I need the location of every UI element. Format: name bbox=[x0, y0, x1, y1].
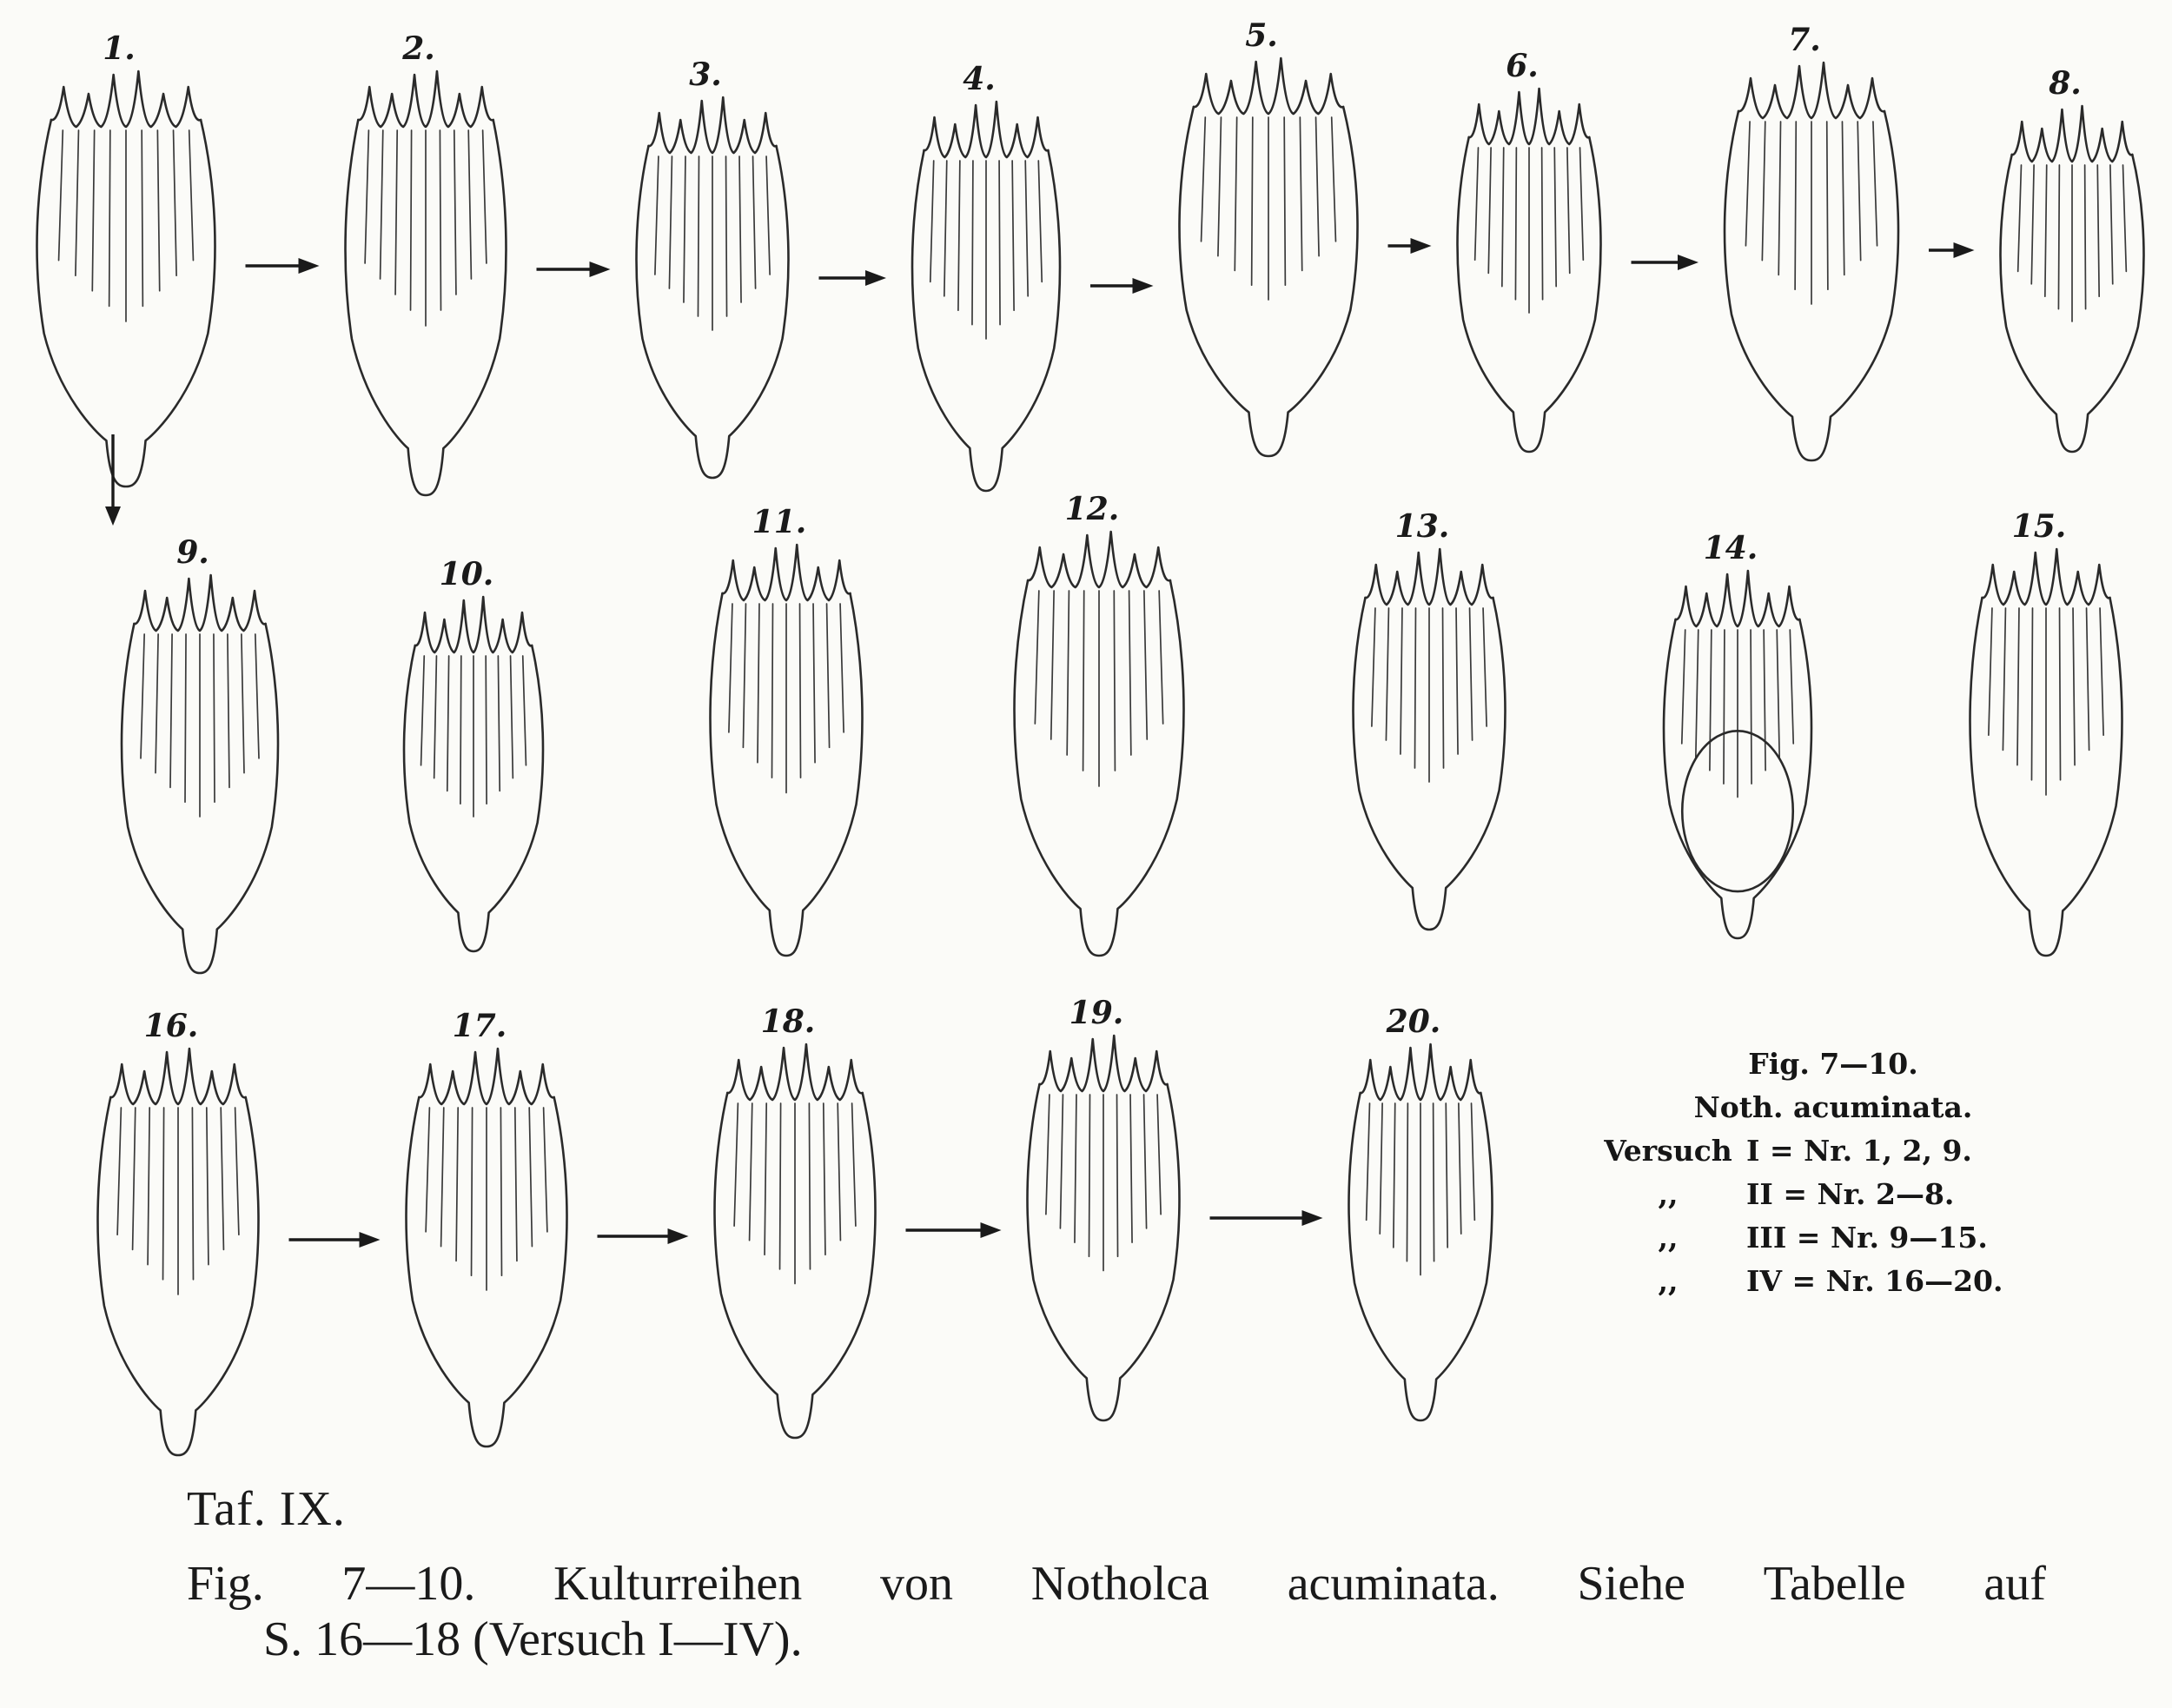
lorica-rib bbox=[930, 161, 934, 281]
legend-row-label: ,, bbox=[1658, 1177, 1679, 1211]
lorica-rib bbox=[1682, 630, 1685, 744]
lorica-rib bbox=[1472, 1103, 1475, 1220]
lorica-rib bbox=[780, 1103, 781, 1269]
specimen-number: 17. bbox=[452, 1008, 507, 1044]
lorica-rib bbox=[468, 130, 471, 279]
lorica-rib bbox=[734, 1103, 738, 1226]
lorica-rib bbox=[76, 130, 79, 275]
lorica-rib bbox=[1117, 1095, 1118, 1256]
lorica-rib bbox=[1446, 1103, 1447, 1248]
lorica-rib bbox=[1710, 630, 1712, 771]
lorica-rib bbox=[529, 1108, 532, 1247]
lorica-rib bbox=[1857, 122, 1860, 261]
lorica-rib bbox=[421, 656, 425, 765]
caption-word: Kulturreihen bbox=[553, 1557, 803, 1611]
lorica-rib bbox=[771, 604, 772, 778]
lorica-rib bbox=[1696, 630, 1699, 757]
lorica-rib bbox=[684, 156, 685, 302]
legend-row-label: ,, bbox=[1658, 1221, 1679, 1255]
lorica-rib bbox=[255, 634, 259, 758]
lorica-rib bbox=[1842, 122, 1844, 275]
lorica-rib bbox=[1502, 148, 1504, 287]
lorica-rib bbox=[1778, 122, 1780, 275]
lorica-rib bbox=[228, 634, 229, 787]
lorica-spines bbox=[419, 1049, 553, 1104]
lorica-rib bbox=[511, 656, 513, 778]
caption-word: Tabelle bbox=[1763, 1557, 1906, 1611]
lorica-rib bbox=[2018, 165, 2022, 271]
lorica-rib bbox=[189, 130, 194, 261]
lorica-rib bbox=[523, 656, 526, 765]
caption-word: von bbox=[879, 1557, 953, 1611]
lorica-rib bbox=[1060, 1095, 1063, 1228]
lorica-rib bbox=[133, 1108, 136, 1249]
lorica-rib bbox=[1762, 122, 1765, 261]
lorica-rib bbox=[109, 130, 110, 306]
specimen-17 bbox=[407, 1008, 567, 1447]
lorica-rib bbox=[411, 130, 412, 310]
lorica-rib bbox=[1567, 148, 1570, 273]
lorica-rib bbox=[141, 634, 144, 758]
specimen-4 bbox=[912, 61, 1060, 491]
lorica-rib bbox=[1542, 148, 1543, 300]
specimen-20 bbox=[1349, 1003, 1493, 1420]
lorica-rib bbox=[669, 156, 672, 288]
lorica-rib bbox=[117, 1108, 121, 1235]
lorica-rib bbox=[2031, 165, 2034, 284]
lorica-rib bbox=[1873, 122, 1877, 246]
lorica-rib bbox=[2100, 608, 2103, 735]
legend-row bbox=[1590, 1129, 2076, 1173]
plate-label: Taf. IX. bbox=[187, 1482, 346, 1536]
lorica-rib bbox=[483, 130, 487, 263]
lorica-rib bbox=[2123, 165, 2127, 271]
specimen-10 bbox=[404, 556, 543, 951]
lorica-rib bbox=[813, 604, 815, 763]
legend-row-label: ,, bbox=[1658, 1264, 1679, 1298]
specimen-number: 10. bbox=[439, 556, 494, 593]
lorica-spines bbox=[1361, 1044, 1481, 1100]
lorica-rib bbox=[958, 161, 960, 310]
lorica-spines bbox=[1040, 1036, 1168, 1091]
lorica-rib bbox=[1386, 608, 1388, 740]
lorica-rib bbox=[1284, 117, 1285, 285]
lorica-rib bbox=[800, 604, 801, 778]
specimen-number: 4. bbox=[963, 61, 996, 97]
lorica-rib bbox=[426, 1108, 429, 1232]
lorica-rib bbox=[1051, 591, 1054, 739]
lorica-rib bbox=[750, 1103, 752, 1241]
lorica-rib bbox=[163, 1108, 164, 1280]
lorica-rib bbox=[148, 1108, 149, 1265]
specimen-3 bbox=[637, 56, 789, 478]
progression-arrow bbox=[819, 270, 887, 286]
lorica-rib bbox=[726, 156, 727, 316]
lorica-rib bbox=[157, 130, 159, 291]
caption-first-line bbox=[187, 1556, 2046, 1612]
lorica-rib bbox=[544, 1108, 547, 1232]
lorica-rib bbox=[1751, 630, 1752, 784]
legend-row bbox=[1590, 1216, 2076, 1260]
lorica-rib bbox=[1475, 148, 1479, 260]
lorica-rib bbox=[1235, 117, 1236, 270]
lorica-rib bbox=[434, 656, 437, 778]
lorica-rib bbox=[1777, 630, 1779, 757]
specimen-number: 19. bbox=[1069, 995, 1124, 1031]
lorica-rib bbox=[1745, 122, 1750, 246]
lorica-rib bbox=[1401, 608, 1402, 754]
lorica-rib bbox=[1764, 630, 1765, 771]
progression-arrow bbox=[598, 1228, 689, 1244]
lorica-rib bbox=[838, 1103, 840, 1241]
lorica-rib bbox=[2003, 608, 2005, 750]
lorica-rib bbox=[1380, 1103, 1382, 1234]
specimen-18 bbox=[715, 1003, 876, 1438]
lorica-rib bbox=[2087, 608, 2089, 750]
lorica-rib bbox=[2058, 165, 2059, 309]
lorica-rib bbox=[2085, 165, 2086, 309]
specimen-2 bbox=[346, 30, 507, 495]
lorica-rib bbox=[1443, 608, 1444, 768]
specimen-number: 9. bbox=[176, 534, 209, 571]
lorica-rib bbox=[2031, 608, 2032, 780]
lorica-rib bbox=[1456, 608, 1458, 754]
specimen-5 bbox=[1180, 17, 1358, 456]
specimen-number: 14. bbox=[1703, 530, 1758, 566]
legend-row-value: III = Nr. 9—15. bbox=[1746, 1221, 1988, 1255]
lorica-rib bbox=[944, 161, 947, 296]
lorica-rib bbox=[758, 604, 759, 763]
lorica-rib bbox=[447, 656, 449, 791]
lorica-rib bbox=[1795, 122, 1796, 289]
specimen-6 bbox=[1458, 48, 1601, 452]
lorica-rib bbox=[1035, 591, 1039, 724]
caption-word: acuminata. bbox=[1287, 1557, 1500, 1611]
lorica-spines bbox=[727, 1044, 862, 1100]
lorica-rib bbox=[365, 130, 368, 263]
specimen-number: 5. bbox=[1245, 17, 1278, 54]
specimen-number: 13. bbox=[1394, 508, 1450, 545]
lorica-rib bbox=[1083, 591, 1084, 771]
lorica-rib bbox=[1218, 117, 1222, 256]
lorica-rib bbox=[235, 1108, 239, 1235]
specimen-1 bbox=[37, 30, 215, 487]
lorica-rib bbox=[1367, 1103, 1370, 1220]
specimen-11 bbox=[711, 504, 863, 956]
lorica-rib bbox=[170, 634, 172, 787]
lorica-rib bbox=[456, 1108, 458, 1261]
caption-word: Notholca bbox=[1030, 1557, 1209, 1611]
specimen-number: 7. bbox=[1788, 22, 1821, 58]
progression-arrow bbox=[289, 1232, 381, 1248]
specimen-number: 12. bbox=[1064, 491, 1120, 527]
lorica-rib bbox=[1394, 1103, 1395, 1248]
lorica-spines bbox=[134, 575, 265, 631]
lorica-rib bbox=[472, 1108, 473, 1275]
lorica-rib bbox=[192, 1108, 193, 1280]
progression-arrow bbox=[1210, 1210, 1323, 1226]
lorica-rib bbox=[827, 604, 830, 747]
lorica-rib bbox=[1144, 1095, 1147, 1228]
lorica-spines bbox=[358, 71, 493, 127]
lorica-rib bbox=[753, 156, 756, 288]
specimen-8 bbox=[2001, 65, 2144, 452]
lorica-rib bbox=[207, 1108, 209, 1265]
lorica-rib bbox=[1724, 630, 1725, 784]
lorica-rib bbox=[395, 130, 397, 295]
lorica-rib bbox=[809, 1103, 810, 1269]
lorica-rib bbox=[1067, 591, 1069, 755]
lorica-rib bbox=[1989, 608, 1992, 735]
lorica-rib bbox=[156, 634, 158, 773]
specimen-number: 3. bbox=[689, 56, 722, 93]
lorica-rib bbox=[221, 1108, 223, 1249]
lorica-rib bbox=[1025, 161, 1028, 296]
lorica-spines bbox=[1028, 532, 1170, 587]
specimen-number: 15. bbox=[2011, 508, 2067, 545]
specimen-number: 11. bbox=[752, 504, 807, 540]
lorica-rib bbox=[441, 1108, 444, 1247]
lorica-spines bbox=[110, 1049, 245, 1104]
lorica-rib bbox=[2017, 608, 2019, 765]
lorica-rib bbox=[1252, 117, 1253, 285]
lorica-rib bbox=[766, 156, 770, 275]
progression-arrow bbox=[246, 258, 320, 274]
lorica-spines bbox=[2012, 106, 2133, 162]
lorica-rib bbox=[1316, 117, 1320, 256]
specimen-14 bbox=[1664, 530, 1811, 938]
lorica-rib bbox=[498, 656, 500, 791]
specimen-9 bbox=[122, 534, 278, 973]
specimen-number: 20. bbox=[1386, 1003, 1441, 1040]
lorica-rib bbox=[515, 1108, 517, 1261]
specimen-13 bbox=[1354, 508, 1506, 930]
lorica-rib bbox=[1827, 122, 1828, 289]
lorica-rib bbox=[1114, 591, 1115, 771]
legend-row-value: IV = Nr. 16—20. bbox=[1746, 1264, 2003, 1298]
lorica-rib bbox=[1554, 148, 1556, 287]
lorica-rib bbox=[1580, 148, 1584, 260]
specimen-number: 18. bbox=[760, 1003, 816, 1040]
specimen-19 bbox=[1028, 995, 1180, 1420]
lorica-rib bbox=[743, 604, 745, 747]
lorica-rib bbox=[739, 156, 741, 302]
progression-arrow bbox=[1929, 242, 1975, 258]
lorica-spines bbox=[649, 97, 777, 153]
lorica-spines bbox=[1983, 549, 2110, 605]
lorica-rib bbox=[1372, 608, 1375, 726]
lorica-rib bbox=[486, 656, 487, 804]
lorica-rib bbox=[1038, 161, 1042, 281]
lorica-rib bbox=[1414, 608, 1415, 768]
lorica-rib bbox=[381, 130, 383, 279]
specimen-number: 8. bbox=[2049, 65, 2082, 102]
lorica-rib bbox=[185, 634, 186, 802]
lorica-spines bbox=[415, 597, 532, 652]
caption-second-line: S. 16—18 (Versuch I—IV). bbox=[263, 1612, 803, 1666]
lorica-spines bbox=[723, 545, 851, 600]
caption-word: Siehe bbox=[1577, 1557, 1685, 1611]
caption-word: auf bbox=[1983, 1557, 2046, 1611]
legend-row-value: II = Nr. 2—8. bbox=[1746, 1177, 1955, 1211]
lorica-rib bbox=[1012, 161, 1014, 310]
legend-title: Fig. 7—10. bbox=[1748, 1047, 1918, 1081]
lorica-rib bbox=[840, 604, 844, 732]
lorica-rib bbox=[729, 604, 732, 732]
lorica-rib bbox=[1790, 630, 1793, 744]
lorica-rib bbox=[1332, 117, 1336, 242]
legend-row bbox=[1590, 1173, 2076, 1216]
lorica-rib bbox=[765, 1103, 766, 1255]
lorica-rib bbox=[1202, 117, 1206, 242]
specimen-number: 1. bbox=[103, 30, 136, 67]
specimen-number: 16. bbox=[143, 1008, 199, 1044]
lorica-rib bbox=[460, 656, 461, 804]
lorica-rib bbox=[1488, 148, 1491, 273]
lorica-rib bbox=[1515, 148, 1516, 300]
specimen-15 bbox=[1970, 508, 2122, 956]
lorica-rib bbox=[2073, 608, 2075, 765]
progression-arrow bbox=[1090, 278, 1154, 294]
lorica-rib bbox=[1483, 608, 1487, 726]
lorica-rib bbox=[1470, 608, 1473, 740]
caption-word: 7—10. bbox=[341, 1557, 476, 1611]
lorica-rib bbox=[972, 161, 973, 325]
lorica-rib bbox=[214, 634, 215, 802]
specimen-7 bbox=[1725, 22, 1898, 460]
lorica-rib bbox=[1129, 591, 1131, 755]
specimen-16 bbox=[98, 1008, 259, 1455]
lorica-rib bbox=[454, 130, 456, 295]
lorica-rib bbox=[1157, 1095, 1161, 1215]
lorica-rib bbox=[824, 1103, 825, 1255]
lorica-rib bbox=[852, 1103, 856, 1226]
lorica-rib bbox=[1046, 1095, 1050, 1215]
lorica-spines bbox=[51, 71, 201, 127]
legend-row-label: Versuch bbox=[1604, 1134, 1732, 1168]
lorica-rib bbox=[655, 156, 659, 275]
specimen-12 bbox=[1015, 491, 1184, 956]
figure-legend bbox=[1590, 1043, 2076, 1303]
progression-arrow bbox=[1388, 238, 1432, 254]
legend-row bbox=[1590, 1260, 2076, 1303]
lorica-rib bbox=[242, 634, 244, 773]
lorica-rib bbox=[2045, 165, 2047, 296]
lorica-rib bbox=[2060, 608, 2061, 780]
progression-arrow bbox=[906, 1222, 1002, 1238]
caption-word: Fig. bbox=[187, 1557, 264, 1611]
specimen-number: 2. bbox=[402, 30, 435, 67]
lorica-rib bbox=[999, 161, 1000, 325]
plate-caption bbox=[187, 1481, 2046, 1667]
lorica-spines bbox=[1194, 58, 1343, 114]
lorica-spines bbox=[1469, 89, 1590, 144]
lorica-rib bbox=[59, 130, 63, 261]
lorica-rib bbox=[1159, 591, 1163, 724]
lorica-rib bbox=[1300, 117, 1301, 270]
progression-arrow bbox=[537, 261, 611, 277]
lorica-rib bbox=[698, 156, 699, 316]
lorica-spines bbox=[1366, 549, 1493, 605]
legend-row-value: I = Nr. 1, 2, 9. bbox=[1746, 1134, 1972, 1168]
lorica-spines bbox=[1676, 571, 1800, 626]
legend-species: Noth. acuminata. bbox=[1693, 1090, 1973, 1124]
lorica-rib bbox=[2097, 165, 2099, 296]
lorica-spines bbox=[1738, 63, 1884, 118]
lorica-rib bbox=[92, 130, 94, 291]
lorica-rib bbox=[1459, 1103, 1461, 1234]
lorica-rib bbox=[500, 1108, 501, 1275]
progression-arrow bbox=[1632, 255, 1699, 270]
lorica-rib bbox=[1130, 1095, 1132, 1242]
lorica-spines bbox=[924, 102, 1049, 157]
lorica-rib bbox=[1144, 591, 1147, 739]
lorica-rib bbox=[174, 130, 177, 275]
lorica-rib bbox=[2110, 165, 2113, 284]
lorica-rib bbox=[1075, 1095, 1076, 1242]
specimen-number: 6. bbox=[1506, 48, 1539, 84]
